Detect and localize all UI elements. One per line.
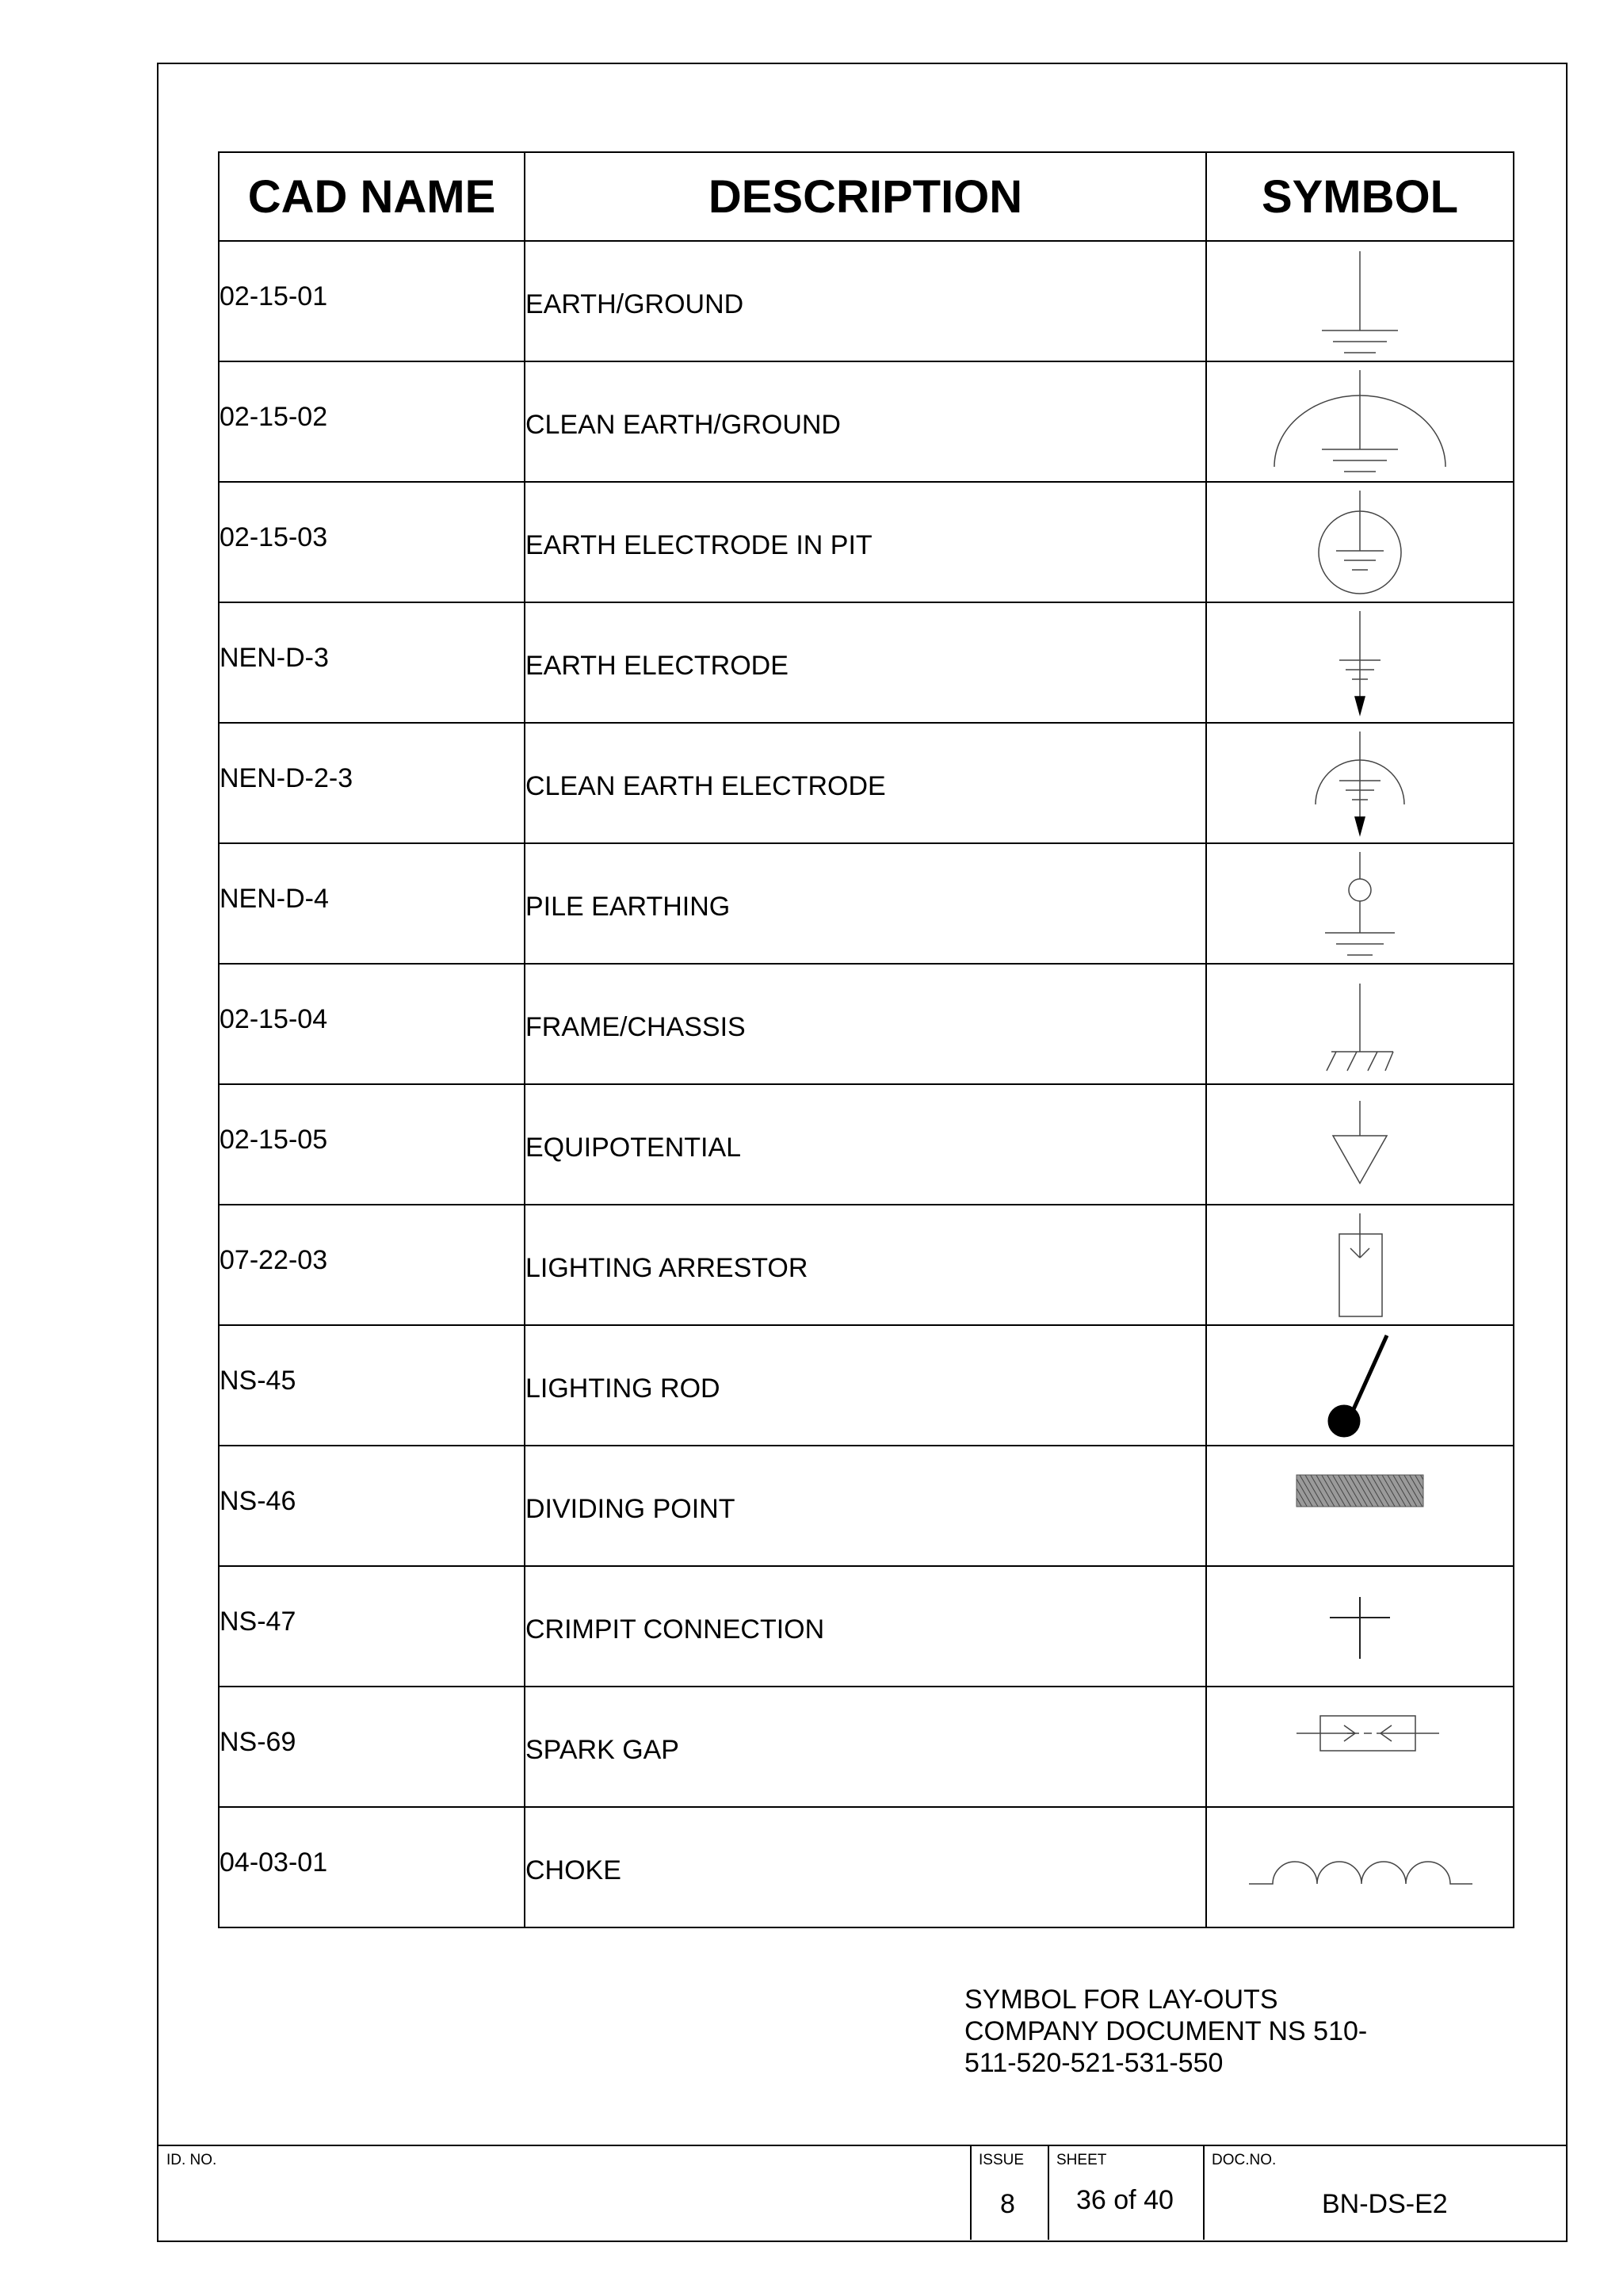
pile-earthing-icon (1273, 846, 1447, 961)
lighting-arrestor-icon (1273, 1207, 1447, 1323)
issue-value: 8 (1000, 2189, 1015, 2219)
cad-name-cell: NS-69 (219, 1682, 525, 1802)
earth-electrode-in-pit-icon (1273, 484, 1447, 600)
crimpit-connection-icon (1273, 1568, 1447, 1684)
symbol-cell (1206, 1325, 1514, 1446)
cad-name-cell: NS-45 (219, 1320, 525, 1441)
cad-name-cell: 07-22-03 (219, 1200, 525, 1320)
symbol-cell (1206, 1566, 1514, 1687)
choke-icon (1241, 1809, 1479, 1925)
table-row (219, 602, 1514, 723)
table-row (219, 361, 1514, 482)
cad-name-cell: 02-15-03 (219, 477, 525, 598)
doc-no-label: DOC.NO. (1212, 2152, 1277, 2168)
header-cad-name: CAD NAME (219, 152, 525, 241)
note-line: COMPANY DOCUMENT NS 510- (964, 2016, 1368, 2046)
description-cell: SPARK GAP (525, 1690, 1206, 1810)
title-block-divider (970, 2145, 972, 2240)
table-header-row (219, 152, 1514, 241)
doc-no-value: BN-DS-E2 (1322, 2189, 1448, 2219)
equipotential-icon (1273, 1087, 1447, 1202)
cad-name-cell: NS-46 (219, 1441, 525, 1561)
sheet-label: SHEET (1056, 2152, 1107, 2168)
title-block-divider (1048, 2145, 1049, 2240)
table-row (219, 964, 1514, 1084)
clean-earth-ground-icon (1265, 364, 1455, 479)
table-row (219, 723, 1514, 843)
description-cell: EQUIPOTENTIAL (525, 1087, 1206, 1208)
cad-name-cell: 02-15-04 (219, 959, 525, 1079)
description-cell: LIGHTING ROD (525, 1328, 1206, 1449)
cad-name-cell: 02-15-01 (219, 236, 525, 357)
description-cell: FRAME/CHASSIS (525, 967, 1206, 1087)
document-note (964, 1984, 1440, 2079)
earth-electrode-icon (1273, 605, 1447, 720)
title-block-divider (1203, 2145, 1205, 2240)
note-line: 511-520-521-531-550 (964, 2048, 1224, 2078)
id-no-label: ID. NO. (166, 2152, 217, 2168)
issue-label: ISSUE (979, 2152, 1025, 2168)
table-row (219, 482, 1514, 602)
description-cell: PILE EARTHING (525, 846, 1206, 967)
sheet-value: 36 of 40 (1076, 2185, 1174, 2215)
description-cell: EARTH/GROUND (525, 244, 1206, 365)
table-row (219, 1084, 1514, 1205)
symbol-cell (1206, 482, 1514, 602)
symbol-cell (1206, 1084, 1514, 1205)
frame-chassis-icon (1273, 966, 1447, 1082)
dividing-point-icon (1273, 1448, 1447, 1564)
description-cell: LIGHTING ARRESTOR (525, 1208, 1206, 1328)
table-row (219, 241, 1514, 361)
lighting-rod-icon (1273, 1328, 1447, 1443)
description-cell: EARTH ELECTRODE (525, 606, 1206, 726)
symbol-table (218, 151, 1514, 1928)
cad-name-cell: NEN-D-4 (219, 839, 525, 959)
earth-ground-icon (1273, 243, 1447, 359)
symbol-cell (1206, 1687, 1514, 1807)
spark-gap-icon (1273, 1689, 1447, 1805)
symbol-cell (1206, 1807, 1514, 1927)
cad-name-cell: NEN-D-2-3 (219, 718, 525, 839)
symbol-cell (1206, 602, 1514, 723)
table-row (219, 1205, 1514, 1325)
symbol-cell (1206, 361, 1514, 482)
table-row (219, 1566, 1514, 1687)
cad-name-cell: NS-47 (219, 1561, 525, 1682)
clean-earth-electrode-icon (1273, 725, 1447, 841)
cad-name-cell: 02-15-05 (219, 1079, 525, 1200)
symbol-cell (1206, 723, 1514, 843)
table-row (219, 843, 1514, 964)
cad-name-cell: NEN-D-3 (219, 598, 525, 718)
table-row (219, 1325, 1514, 1446)
header-symbol: SYMBOL (1206, 152, 1514, 241)
symbol-cell (1206, 843, 1514, 964)
cad-name-cell: 02-15-02 (219, 357, 525, 477)
description-cell: EARTH ELECTRODE IN PIT (525, 485, 1206, 606)
description-cell: CLEAN EARTH/GROUND (525, 365, 1206, 485)
description-cell: DIVIDING POINT (525, 1449, 1206, 1569)
table-row (219, 1687, 1514, 1807)
table-row (219, 1807, 1514, 1927)
description-cell: CRIMPIT CONNECTION (525, 1569, 1206, 1690)
symbol-cell (1206, 1205, 1514, 1325)
title-block-divider (157, 2145, 1568, 2146)
cad-name-cell: 04-03-01 (219, 1802, 525, 1923)
description-cell: CLEAN EARTH ELECTRODE (525, 726, 1206, 846)
table-row (219, 1446, 1514, 1566)
header-description: DESCRIPTION (525, 152, 1206, 241)
symbol-cell (1206, 1446, 1514, 1566)
note-line: SYMBOL FOR LAY-OUTS (964, 1985, 1278, 2015)
symbol-cell (1206, 964, 1514, 1084)
symbol-cell (1206, 241, 1514, 361)
description-cell: CHOKE (525, 1810, 1206, 1931)
